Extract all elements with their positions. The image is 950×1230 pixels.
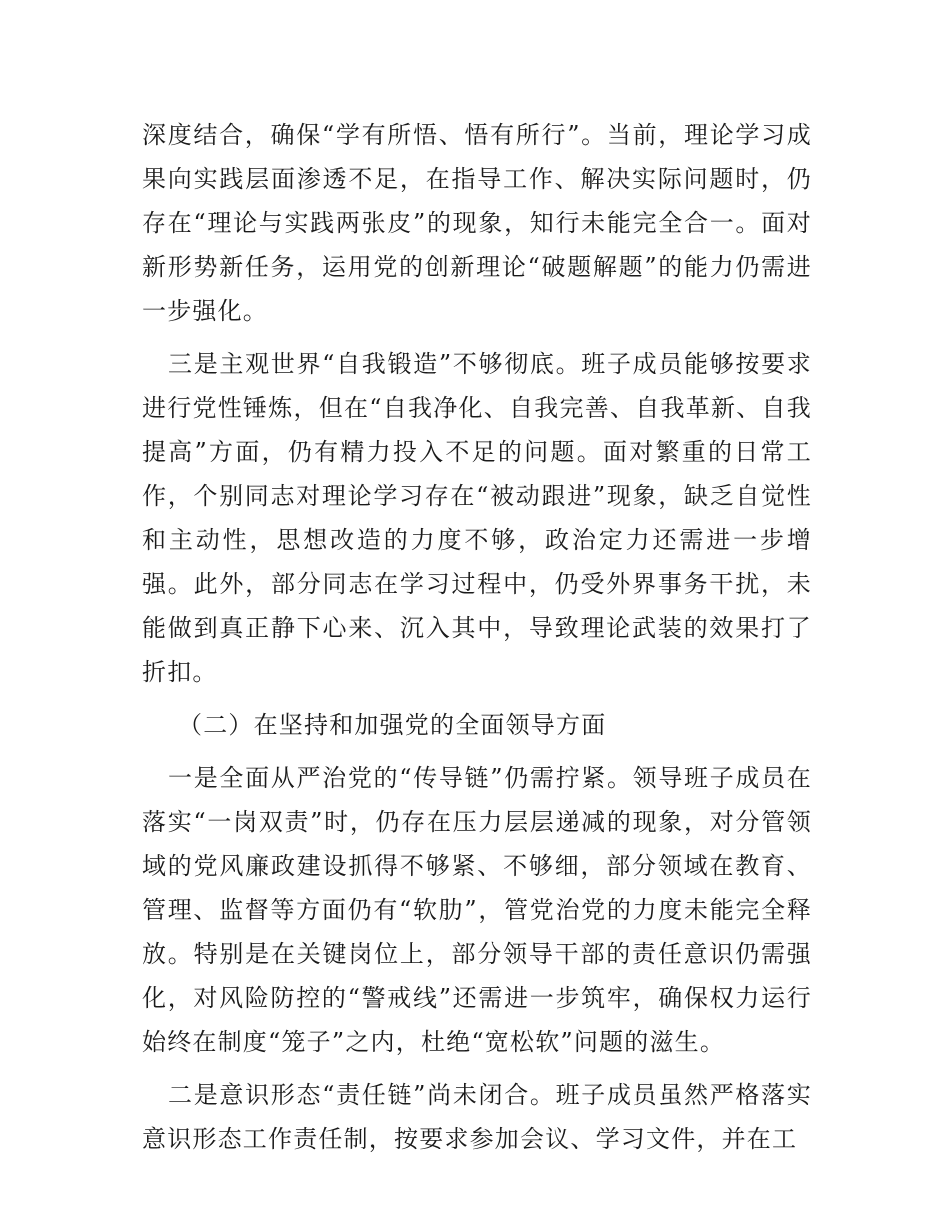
document-body: [142, 113, 812, 1170]
paragraph-responsibility-chain: 二是意识形态“责任链”尚未闭合。班子成员虽然严格落实意识形态工作责任制，按要求参加会议、学习文件，并在工: [142, 1081, 812, 1153]
paragraph-continued: 深度结合，确保“学有所悟、悟有所行”。当前，理论学习成果向实践层面渗透不足，在指导工作、解决实际问题时，仍存在“理论与实践两张皮”的现象，知行未能完全合一。面对新形势新任务，运用党的创新理论“破题解题”的能力仍需进一步强化。: [142, 121, 812, 325]
paragraph-transmission-chain: 一是全面从严治党的“传导链”仍需拧紧。领导班子成员在落实“一岗双责”时，仍存在压力层层递减的现象，对分管领域的党风廉政建设抓得不够紧、不够细，部分领域在教育、管理、监督等方面仍有“软肋”，管党治党的力度未能完全释放。特别是在关键岗位上，部分领导干部的责任意识仍需强化，对风险防控的“警戒线”还需进一步筑牢，确保权力运行始终在制度“笼子”之内，杜绝“宽松软”问题的滋生。: [142, 764, 812, 1056]
section-heading-party-leadership: （二）在坚持和加强党的全面领导方面: [178, 711, 607, 739]
paragraph-self-forging: 三是主观世界“自我锻造”不够彻底。班子成员能够按要求进行党性锤炼，但在“自我净化、自我完善、自我革新、自我提高”方面，仍有精力投入不足的问题。面对繁重的日常工作，个别同志对理论学习存在“被动跟进”现象，缺乏自觉性和主动性，思想改造的力度不够，政治定力还需进一步增强。此外，部分同志在学习过程中，仍受外界事务干扰，未能做到真正静下心来、沉入其中，导致理论武装的效果打了折扣。: [142, 350, 812, 686]
